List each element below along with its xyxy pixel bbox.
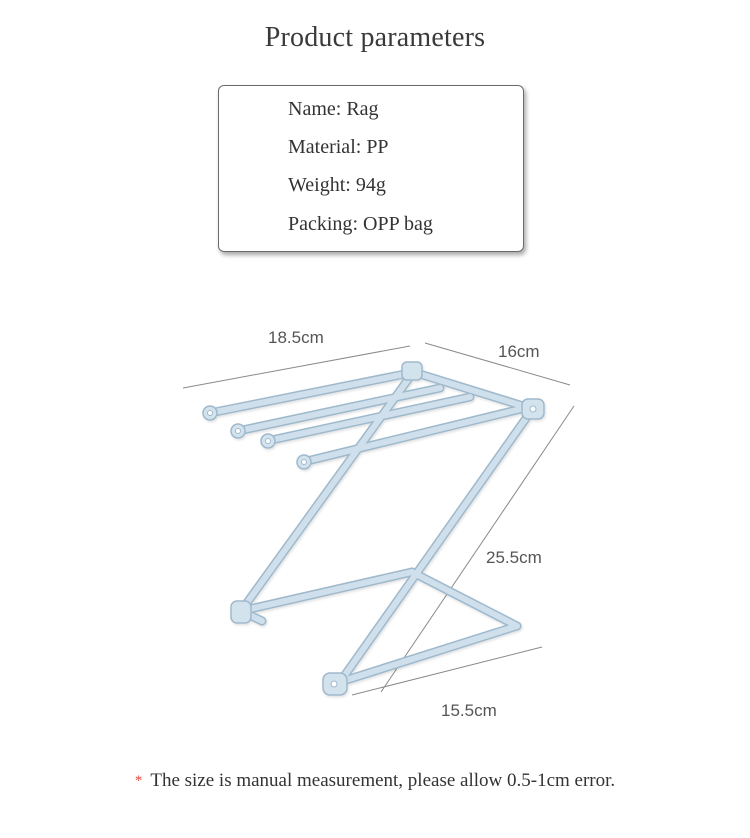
param-label: Material [288,136,356,158]
param-value: Rag [346,98,379,120]
param-label: Weight [288,174,346,196]
param-packing: Packing: OPP bag [288,213,433,235]
param-value: OPP bag [363,213,433,235]
param-value: 94g [355,174,386,196]
measurement-note [0,770,750,792]
asterisk-icon: * [134,773,143,789]
param-label: Packing [288,213,353,235]
param-label: Name [288,98,336,120]
param-value: PP [366,136,389,158]
param-weight: Weight: 94g [288,174,386,196]
width-dimension-label: 18.5cm [268,328,324,347]
base-dimension-label: 15.5cm [441,701,497,720]
param-name: Name: Rag [288,98,379,120]
depth-dimension-label: 16cm [498,342,540,361]
height-dimension-label: 25.5cm [486,548,542,567]
towel-rack [203,362,544,695]
param-material: Material: PP [288,136,389,158]
measurement-note-text: The size is manual measurement, please allow 0.5-1cm error. [150,770,616,791]
page-title: Product parameters [264,22,486,53]
height-dimension-line [381,406,574,692]
dimension-lines [183,343,574,695]
